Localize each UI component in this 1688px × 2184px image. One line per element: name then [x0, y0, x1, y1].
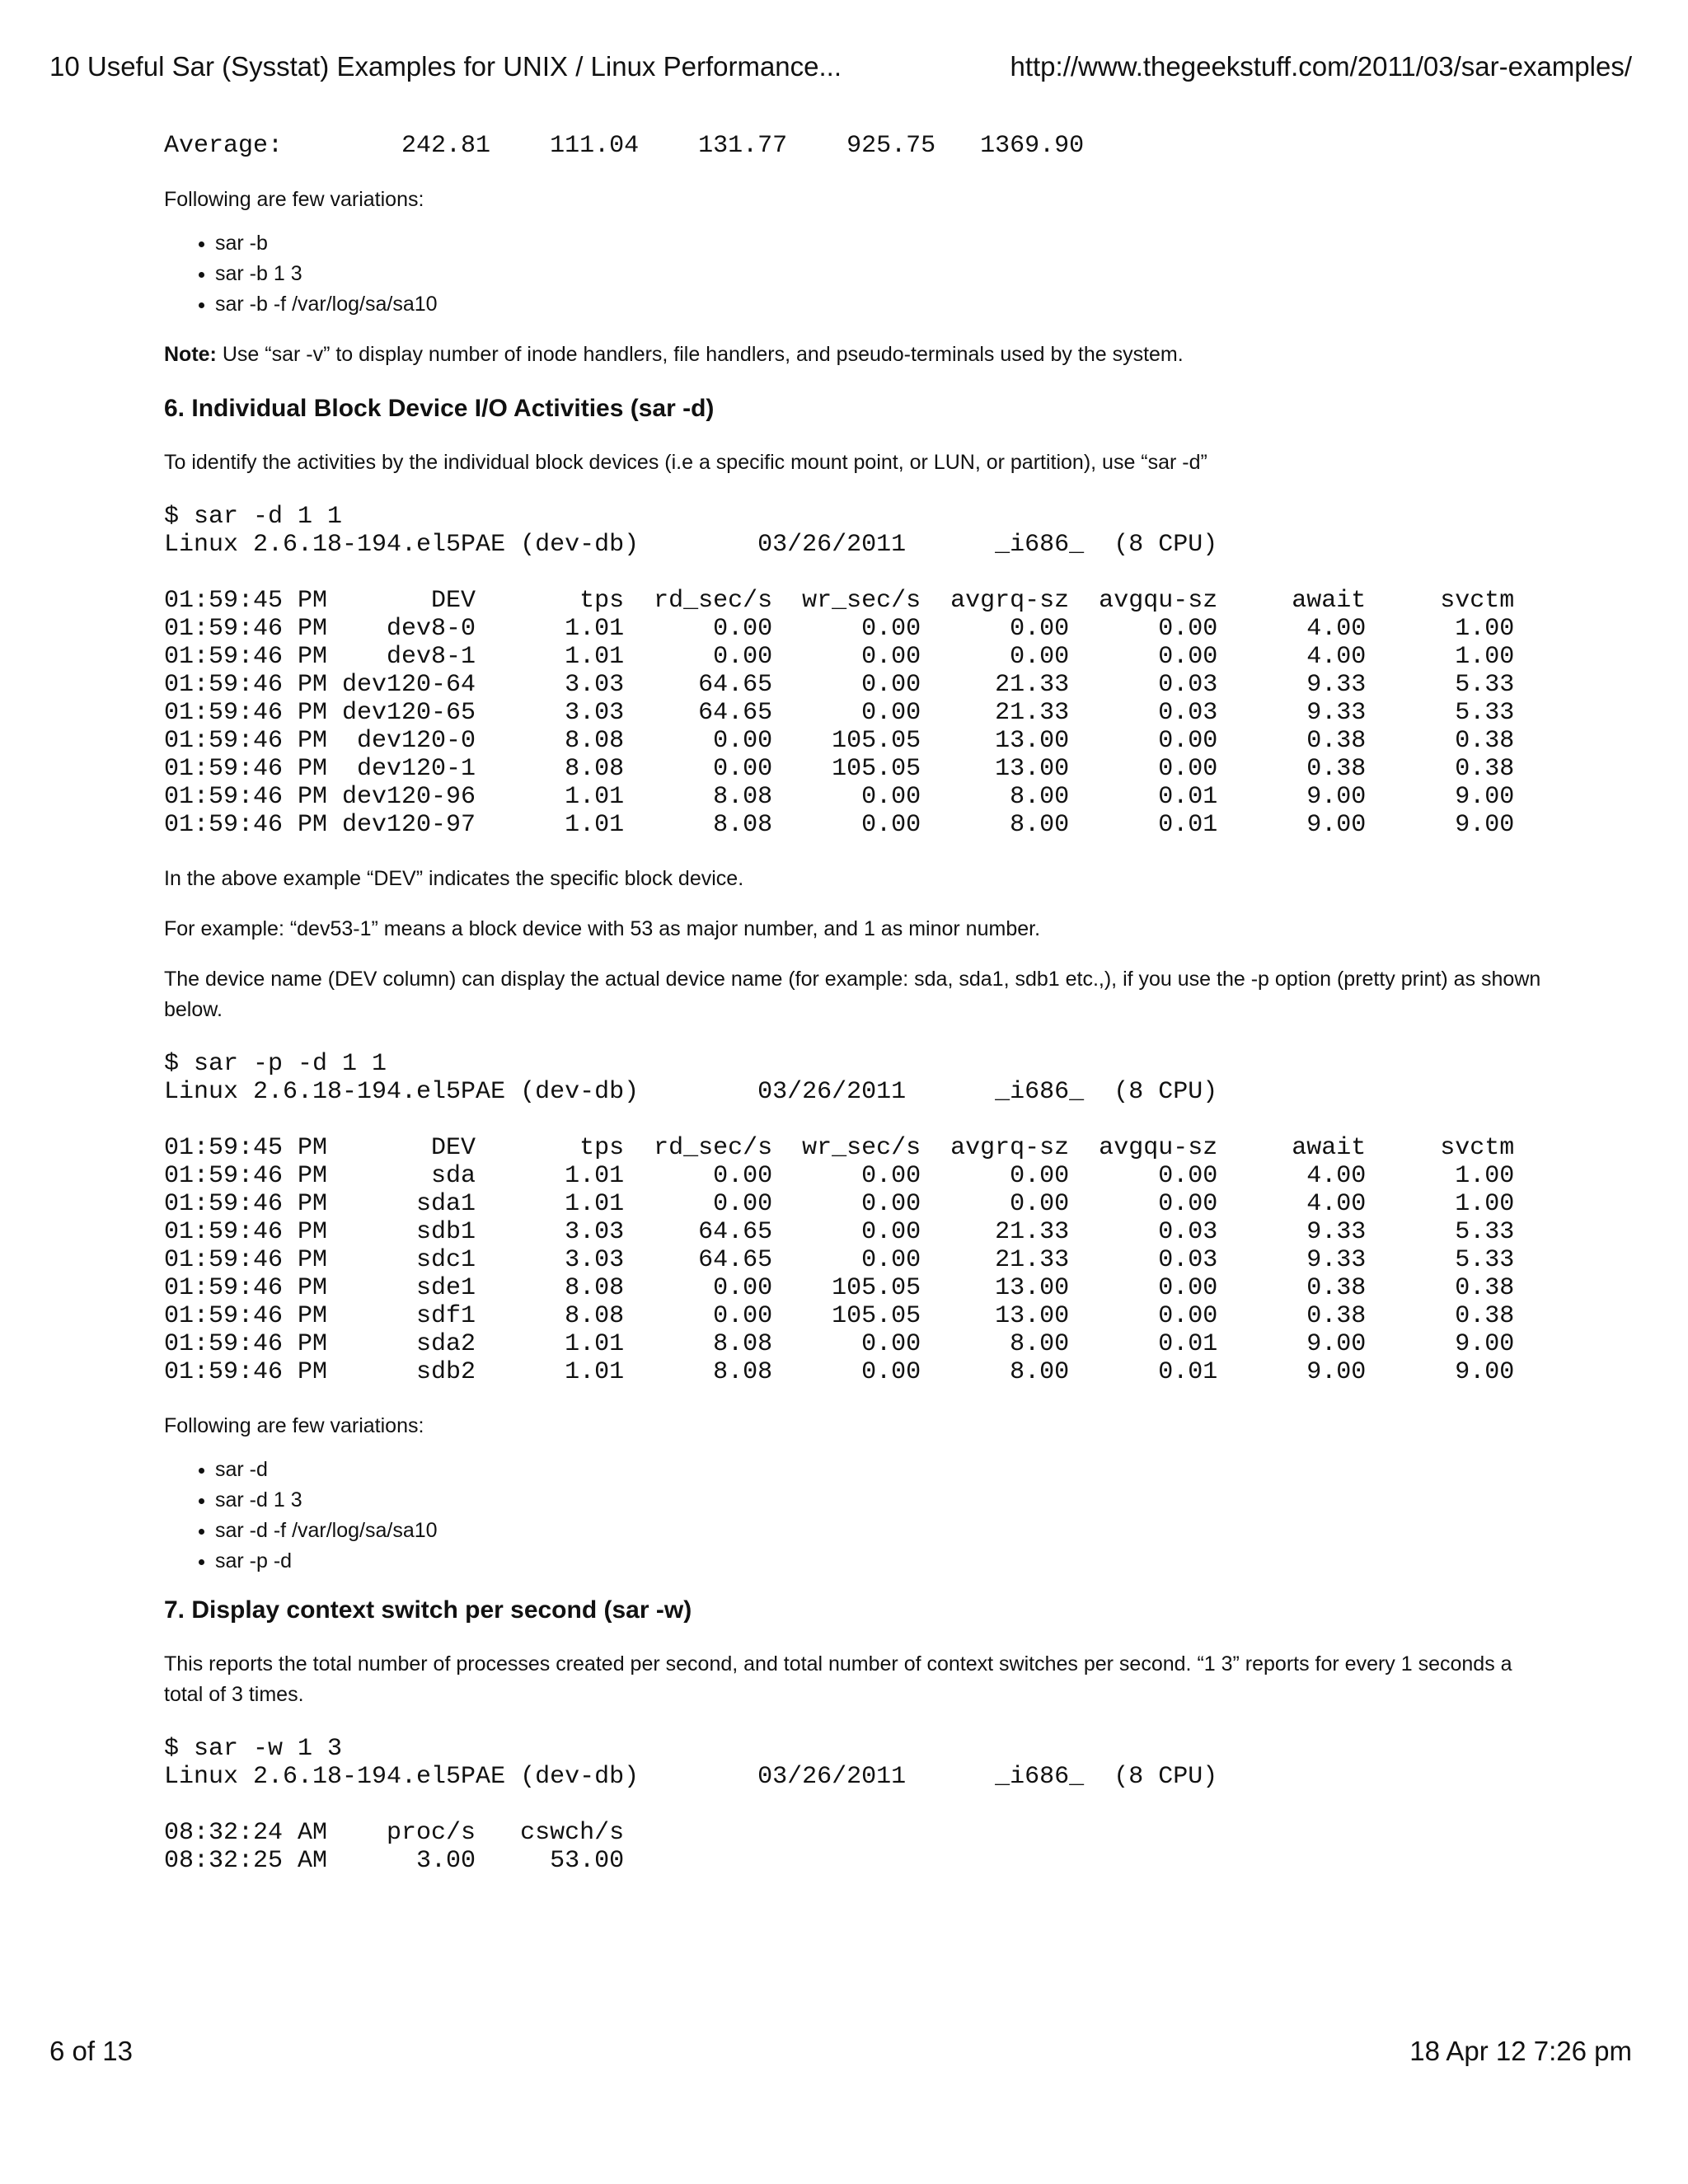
print-datetime: 18 Apr 12 7:26 pm — [1409, 2036, 1632, 2066]
variations-list-sar-d — [164, 1455, 1549, 1577]
code-table-header: 01:59:45 PM DEV tps rd_sec/s wr_sec/s avgrq-sz avgqu-sz await svctm — [164, 587, 1515, 615]
code-block-sar-p-d — [164, 1050, 1549, 1386]
code-row: 01:59:46 PM sdc1 3.03 64.65 0.00 21.33 0.03 9.33 5.33 — [164, 1246, 1515, 1274]
section-7-intro: This reports the total number of processes created per second, and total number of context switches per second. “1 3” reports for every 1 seconds a total of 3 times. — [164, 1652, 1512, 1706]
code-row: 01:59:46 PM sda2 1.01 8.08 0.00 8.00 0.01 9.00 9.00 — [164, 1330, 1515, 1358]
page-number: 6 of 13 — [49, 2036, 133, 2066]
section-7-heading: 7. Display context switch per second (sar -w) — [164, 1596, 692, 1624]
list-item: • sar -b -f /var/log/sa/sa10 — [215, 289, 1549, 320]
section-6-intro: To identify the activities by the individual block devices (i.e a specific mount point, or LUN, or partition), use “sar -d” — [164, 451, 1207, 474]
list-item: • sar -b 1 3 — [215, 259, 1549, 289]
code-row: 01:59:46 PM sdf1 8.08 0.00 105.05 13.00 0.00 0.38 0.38 — [164, 1302, 1515, 1330]
code-row: 01:59:46 PM sda1 1.01 0.00 0.00 0.00 0.00 4.00 1.00 — [164, 1190, 1515, 1218]
variations-intro: Following are few variations: — [164, 1414, 424, 1437]
code-system-line: Linux 2.6.18-194.el5PAE (dev-db) 03/26/2011 _i686_ (8 CPU) — [164, 1078, 1218, 1106]
dev-note: In the above example “DEV” indicates the specific block device. — [164, 867, 744, 890]
code-row: 01:59:46 PM dev8-1 1.01 0.00 0.00 0.00 0.00 4.00 1.00 — [164, 643, 1515, 671]
code-table-header: 08:32:24 AM proc/s cswch/s — [164, 1819, 625, 1847]
code-block-sar-d — [164, 503, 1549, 839]
list-item: • sar -d -f /var/log/sa/sa10 — [215, 1516, 1549, 1546]
code-table-header: 01:59:45 PM DEV tps rd_sec/s wr_sec/s avgrq-sz avgqu-sz await svctm — [164, 1134, 1515, 1162]
pretty-print-note: The device name (DEV column) can display the actual device name (for example: sda, sda1, sdb1 etc.,), if you use the -p option (pretty print) as shown below. — [164, 968, 1541, 1021]
note-text: Use “sar -v” to display number of inode handlers, file handlers, and pseudo-terminals used by the system. — [216, 343, 1184, 366]
code-command: $ sar -p -d 1 1 — [164, 1050, 387, 1078]
note-paragraph — [164, 340, 1549, 370]
article-content — [164, 132, 1549, 1875]
code-row: 08:32:25 AM 3.00 53.00 — [164, 1847, 625, 1875]
code-row: 01:59:46 PM dev120-64 3.03 64.65 0.00 21.33 0.03 9.33 5.33 — [164, 671, 1515, 699]
variations-list-sar-b — [164, 228, 1549, 320]
code-row: 01:59:46 PM dev8-0 1.01 0.00 0.00 0.00 0.00 4.00 1.00 — [164, 615, 1515, 643]
section-6-heading: 6. Individual Block Device I/O Activities (sar -d) — [164, 395, 715, 422]
code-system-line: Linux 2.6.18-194.el5PAE (dev-db) 03/26/2011 _i686_ (8 CPU) — [164, 531, 1218, 559]
code-row: 01:59:46 PM dev120-0 8.08 0.00 105.05 13.00 0.00 0.38 0.38 — [164, 727, 1515, 755]
page-header-url: http://www.thegeekstuff.com/2011/03/sar-examples/ — [1010, 51, 1632, 82]
list-item: • sar -d 1 3 — [215, 1485, 1549, 1516]
code-command: $ sar -w 1 3 — [164, 1735, 343, 1763]
list-item: • sar -b — [215, 228, 1549, 259]
code-row: 01:59:46 PM sda 1.01 0.00 0.00 0.00 0.00 4.00 1.00 — [164, 1162, 1515, 1190]
code-system-line: Linux 2.6.18-194.el5PAE (dev-db) 03/26/2011 _i686_ (8 CPU) — [164, 1763, 1218, 1791]
list-item: • sar -p -d — [215, 1546, 1549, 1577]
code-row: 01:59:46 PM sdb2 1.01 8.08 0.00 8.00 0.01 9.00 9.00 — [164, 1358, 1515, 1386]
list-item: • sar -d — [215, 1455, 1549, 1485]
code-command: $ sar -d 1 1 — [164, 503, 343, 531]
variations-intro: Following are few variations: — [164, 188, 424, 211]
code-row: 01:59:46 PM sde1 8.08 0.00 105.05 13.00 0.00 0.38 0.38 — [164, 1274, 1515, 1302]
code-row: 01:59:46 PM sdb1 3.03 64.65 0.00 21.33 0.03 9.33 5.33 — [164, 1218, 1515, 1246]
note-label: Note: — [164, 343, 217, 366]
code-row: 01:59:46 PM dev120-65 3.03 64.65 0.00 21.33 0.03 9.33 5.33 — [164, 699, 1515, 727]
code-row: 01:59:46 PM dev120-96 1.01 8.08 0.00 8.00 0.01 9.00 9.00 — [164, 783, 1515, 811]
page-header-title: 10 Useful Sar (Sysstat) Examples for UNIX / Linux Performance... — [49, 51, 842, 82]
code-row: 01:59:46 PM dev120-1 8.08 0.00 105.05 13.00 0.00 0.38 0.38 — [164, 755, 1515, 783]
example-note: For example: “dev53-1” means a block device with 53 as major number, and 1 as minor number. — [164, 917, 1041, 940]
code-block-sar-w — [164, 1735, 1549, 1875]
code-row: 01:59:46 PM dev120-97 1.01 8.08 0.00 8.00 0.01 9.00 9.00 — [164, 811, 1515, 839]
average-line: Average: 242.81 111.04 131.77 925.75 1369.90 — [164, 132, 1085, 160]
